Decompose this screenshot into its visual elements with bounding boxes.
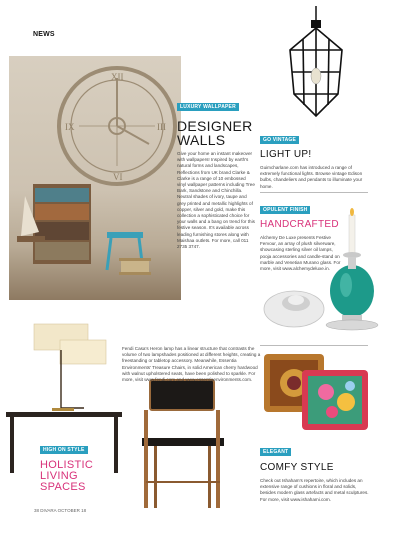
divider bbox=[260, 192, 368, 193]
divider bbox=[260, 345, 368, 346]
svg-text:III: III bbox=[157, 122, 166, 132]
cushions-illustration bbox=[262, 350, 374, 434]
silverware-illustration bbox=[258, 205, 388, 340]
holistic-headline-line1: HOLISTIC bbox=[40, 459, 94, 471]
page-footer: 38 DIVARA OCTOBER 18 bbox=[34, 508, 87, 513]
chair-illustration bbox=[132, 378, 232, 512]
svg-text:VI: VI bbox=[113, 172, 123, 182]
holistic-headline bbox=[40, 460, 120, 493]
lighting-tag: GO VINTAGE bbox=[260, 136, 299, 144]
wallpaper-headline bbox=[177, 119, 255, 147]
comfy-tag: ELEGANT bbox=[260, 448, 291, 456]
holistic-block bbox=[40, 438, 120, 493]
holistic-tag: HIGH ON STYLE bbox=[40, 446, 88, 454]
wallpaper-body: Give your home an instant makeover with wallpapers! Inspired by earth's natural forms and landscapes, Reflections from UK brand Clarke & Clarke is a range of 10 embossed vinyl wallpaper patterns including Tree Bark, Sandstone and Chinchilla. Neutral shades of ivory, taupe and grey printed and metallic highlights of copper, silver and gold, make this collection a sophisticated choice for your walls and a bang on trend for this festive season. It's available across leading furnishing stores along with Maishaa outlets. For more, call 011 2735 3747. bbox=[177, 151, 255, 250]
wallpaper-article bbox=[177, 95, 255, 250]
wallpaper-headline-line1: DESIGNER bbox=[177, 118, 253, 134]
pendant-lamp-illustration bbox=[266, 6, 366, 124]
svg-text:IX: IX bbox=[65, 122, 75, 132]
handcrafted-tag: OPULENT FINISH bbox=[260, 206, 310, 214]
lighting-body: Guimcharlane.com has introduced a range of extremely functional lights. Browse vintage Edison bulbs, chandeliers and pendants to illuminate your home. bbox=[260, 165, 363, 189]
handcrafted-body: Alchemy De Luxe presents Festive Fervour, an array of plush silverware, showcasing sterling silver oil lamps, pooja accessories and candle-stand on marble and Venetian Murano glass. For more, visit www.alchemydeluxe.in. bbox=[260, 235, 341, 272]
wallpaper-photo bbox=[9, 56, 181, 300]
wallpaper-tag: LUXURY WALLPAPER bbox=[177, 103, 239, 111]
lighting-article bbox=[260, 128, 370, 190]
fendi-body: Fendi Casa's Heron lamp has a linear structure that contrasts the volume of two lampshades positioned at different heights, creating a freestanding or tabletop accessory. Meanwhile, Essentia Environments' Treasure Chairs, in solid American cherry hardwood with walnut upholstered seats, have been polished to sparkle. For more, visit www.fendi.com and www.essentiaenvironments.com. bbox=[122, 346, 261, 383]
pendant-lamp-photo bbox=[266, 6, 366, 124]
wallpaper-headline-line2: WALLS bbox=[177, 132, 226, 148]
lighting-headline: LIGHT UP! bbox=[260, 149, 312, 160]
comfy-article bbox=[260, 440, 370, 503]
clock-room-illustration bbox=[9, 56, 181, 300]
comfy-body: Check out Ishaham's repertoire, which includes an extensive range of cushions in floral and solids, besides modern glass artefacts and metal sculptures. For more, visit www.ishahami.com. bbox=[260, 478, 369, 502]
holistic-headline-line3: SPACES bbox=[40, 481, 86, 493]
comfy-headline: COMFY STYLE bbox=[260, 462, 334, 473]
svg-text:XII: XII bbox=[111, 72, 124, 82]
holistic-headline-line2: LIVING bbox=[40, 470, 78, 482]
handcrafted-headline: HANDCRAFTED bbox=[260, 219, 339, 230]
section-label: NEWS bbox=[33, 31, 55, 38]
